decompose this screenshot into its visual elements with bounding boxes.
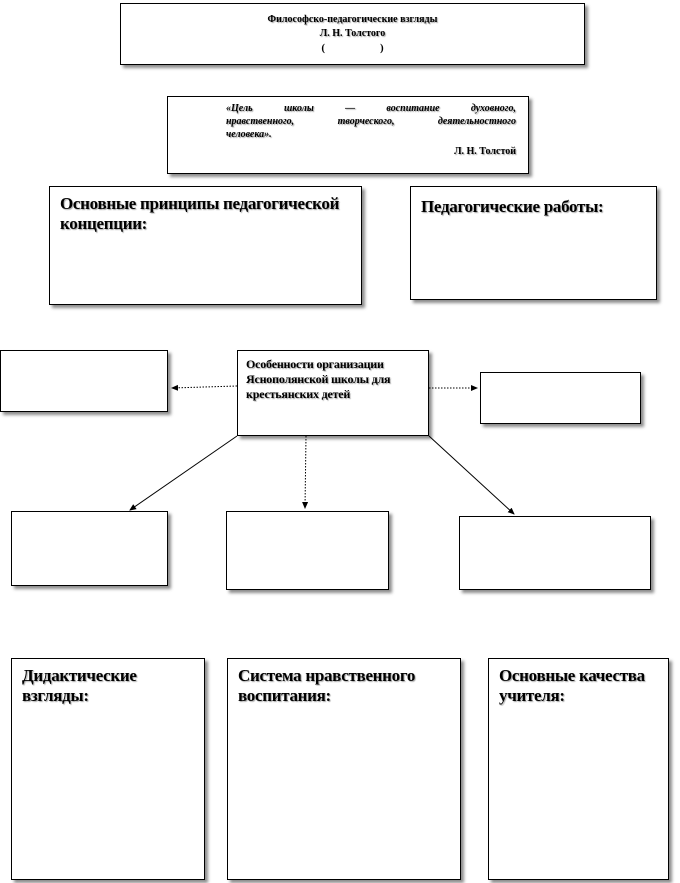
arrow-to-bottom-middle-box [305, 436, 306, 508]
arrow-to-bottom-right-box [429, 436, 514, 514]
didactic-views-box [11, 658, 205, 880]
quote-line-1: «Цель школы — воспитание духовного, [226, 103, 516, 114]
empty-box-left [0, 350, 168, 412]
principles-box [49, 186, 362, 305]
empty-box-bottom-right [459, 516, 651, 590]
quote-author: Л. Н. Толстой [454, 146, 516, 157]
moral-education-label: Система нравственного воспитания: [238, 666, 416, 705]
arrow-to-left-box [172, 386, 237, 388]
title-line-2: Л. Н. Толстого [319, 28, 386, 39]
didactic-views-label: Дидактические взгляды: [22, 666, 137, 705]
empty-box-bottom-middle [226, 511, 389, 590]
teacher-qualities-label: Основные качества учителя: [499, 666, 645, 705]
empty-box-right [480, 372, 641, 424]
title-line-1: Философско-педагогические взгляды [267, 14, 438, 25]
works-box [410, 186, 657, 300]
principles-label: Основные принципы педагогической концепции: [60, 194, 340, 233]
title-box [120, 3, 585, 65]
works-label: Педагогические работы: [421, 197, 604, 216]
school-features-box [237, 350, 429, 436]
quote-line-2: нравственного, творческого, деятельностного [226, 116, 516, 127]
moral-education-box [227, 658, 461, 880]
title-line-3: ( ) [321, 42, 384, 54]
quote-box [167, 96, 529, 174]
teacher-qualities-box [488, 658, 669, 880]
empty-box-bottom-left [11, 511, 168, 586]
quote-line-3: человека». [226, 129, 272, 140]
arrow-to-bottom-left-box [130, 436, 237, 510]
school-features-label: Особенности организации Яснополянской школы для крестьянских детей [246, 357, 391, 401]
